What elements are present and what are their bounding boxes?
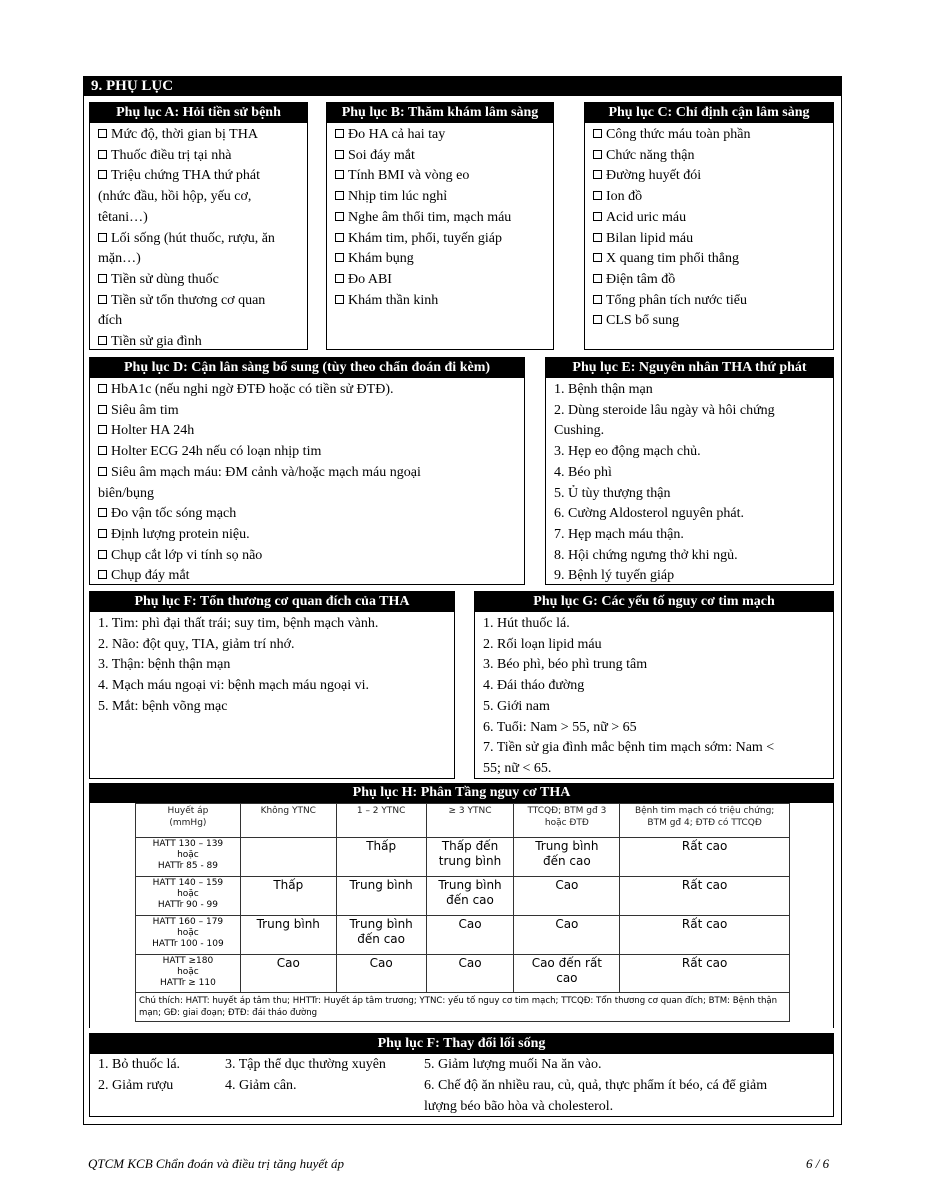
risk-cell	[514, 955, 620, 993]
appendix-b-title: Phụ lục B: Thăm khám lâm sàng	[327, 103, 553, 123]
checkbox-icon	[593, 315, 602, 324]
risk-cell	[240, 877, 336, 916]
checkbox-icon	[98, 150, 107, 159]
appendix-d-list	[98, 380, 520, 587]
risk-cell	[514, 877, 620, 916]
bp-cell	[136, 916, 241, 955]
lifestyle-item: 4. Giảm cân.	[225, 1078, 297, 1093]
list-item: X quang tim phổi thẳng	[593, 249, 829, 270]
list-item: Chức năng thận	[593, 146, 829, 167]
list-item-continued: Cushing.	[554, 423, 605, 439]
list-item: Acid uric máu	[593, 208, 829, 229]
list-item: Tiền sử dùng thuốc	[98, 270, 303, 291]
list-item: Mức độ, thời gian bị THA	[98, 125, 303, 146]
checkbox-icon	[335, 170, 344, 179]
appendix-a-title: Phụ lục A: Hỏi tiền sử bệnh	[90, 103, 307, 123]
list-item: Soi đáy mắt	[335, 146, 549, 167]
list-item: Chụp cắt lớp vi tính sọ não	[98, 546, 520, 567]
section-title: 9. PHỤ LỤC	[83, 76, 842, 96]
appendix-g-list	[483, 614, 829, 780]
lifestyle-item: 5. Giảm lượng muối Na ăn vào.	[424, 1057, 602, 1072]
checkbox-icon	[593, 150, 602, 159]
risk-cell	[426, 916, 514, 955]
list-item: 8. Hội chứng ngưng thở khi ngủ.	[554, 547, 738, 563]
cell-text: Cao	[369, 956, 393, 970]
checkbox-icon	[593, 274, 602, 283]
header-cell	[426, 804, 514, 838]
cell-text: HATT ≥180 hoặc HATTr ≥ 110	[159, 956, 216, 988]
cell-text: Thấp	[273, 878, 304, 892]
list-item: Điện tâm đồ	[593, 270, 829, 291]
list-item: 4. Đái tháo đường	[483, 678, 585, 694]
cell-text: Rất cao	[681, 839, 728, 853]
lifestyle-item: 3. Tập thể dục thường xuyên	[225, 1057, 386, 1072]
checkbox-icon	[98, 425, 107, 434]
risk-cell	[336, 916, 426, 955]
list-item: Công thức máu toàn phần	[593, 125, 829, 146]
checkbox-icon	[98, 170, 107, 179]
cell-text: Trung bình	[256, 917, 320, 931]
checkbox-icon	[593, 253, 602, 262]
list-item: Siêu âm tim	[98, 401, 520, 422]
table-note-row	[136, 993, 790, 1022]
lifestyle-item: 6. Chế độ ăn nhiều rau, củ, quả, thực phẩm ít béo, cá để giảm	[424, 1078, 768, 1093]
header-cell	[620, 804, 790, 838]
checkbox-icon	[335, 129, 344, 138]
list-item: 5. Mắt: bệnh võng mạc	[98, 698, 228, 714]
table-row	[136, 838, 790, 877]
checkbox-icon	[98, 508, 107, 517]
list-item: Lối sống (hút thuốc, rượu, ăn	[98, 229, 303, 250]
list-item: 3. Béo phì, béo phì trung tâm	[483, 657, 648, 673]
cell-text: Thấp	[366, 839, 397, 853]
checkbox-icon	[335, 295, 344, 304]
lifestyle-item: lượng béo bão hòa và cholesterol.	[424, 1099, 614, 1114]
bp-cell	[136, 955, 241, 993]
list-item-continued: biên/bụng	[98, 485, 154, 501]
list-item: Tính BMI và vòng eo	[335, 166, 549, 187]
cell-text: HATT 160 – 179 hoặc HATTr 100 - 109	[152, 917, 224, 949]
table-note: Chú thích: HATT: huyết áp tâm thu; HHTTr: Huyết áp tâm trương; YTNC: yếu tố nguy cơ tim mạch; TTCQĐ: Tổn thương cơ quan đích; BTM: Bệnh thận mạn; GĐ: giai đoạn; ĐTĐ: đái tháo đường	[136, 993, 790, 1022]
header-text: Không YTNC	[260, 806, 316, 816]
checkbox-icon	[335, 253, 344, 262]
list-item-continued: 55; nữ < 65.	[483, 760, 552, 776]
list-item-continued: têtani…)	[98, 209, 148, 225]
cell-text: Cao	[276, 956, 300, 970]
cell-text: Cao	[555, 878, 579, 892]
checkbox-icon	[98, 529, 107, 538]
checkbox-icon	[593, 233, 602, 242]
list-item: 1. Bệnh thận mạn	[554, 382, 653, 397]
list-item: 2. Rối loạn lipid máu	[483, 636, 602, 652]
risk-cell	[514, 916, 620, 955]
lifestyle-item: 1. Bỏ thuốc lá.	[98, 1057, 181, 1072]
checkbox-icon	[98, 129, 107, 138]
risk-cell	[426, 838, 514, 877]
cell-text: Trung bình đến cao	[535, 839, 599, 868]
list-item-continued: mặn…)	[98, 251, 141, 267]
list-item: 7. Hẹp mạch máu thận.	[554, 526, 684, 542]
appendix-b-list	[335, 125, 549, 311]
checkbox-icon	[335, 274, 344, 283]
cell-text: HATT 130 – 139 hoặc HATTr 85 - 89	[152, 839, 224, 871]
list-item: Holter ECG 24h nếu có loạn nhịp tim	[98, 442, 520, 463]
checkbox-icon	[98, 233, 107, 242]
list-item: Khám thần kinh	[335, 291, 549, 312]
appendix-d-box	[89, 357, 525, 585]
checkbox-icon	[98, 467, 107, 476]
appendix-g-title: Phụ lục G: Các yếu tố nguy cơ tim mạch	[475, 592, 833, 612]
checkbox-icon	[593, 295, 602, 304]
checkbox-icon	[98, 570, 107, 579]
list-item: Ion đồ	[593, 187, 829, 208]
cell-text: HATT 140 – 159 hoặc HATTr 90 - 99	[152, 878, 224, 910]
appendix-f-title: Phụ lục F: Tổn thương cơ quan đích của THA	[90, 592, 454, 612]
checkbox-icon	[98, 550, 107, 559]
lifestyle-item: 2. Giảm rượu	[98, 1078, 174, 1093]
appendix-e-box	[545, 357, 834, 585]
header-text: 1 – 2 YTNC	[356, 806, 406, 816]
risk-cell	[336, 955, 426, 993]
risk-stratification-table	[135, 803, 790, 1022]
risk-cell	[620, 955, 790, 993]
divider	[89, 783, 90, 1028]
checkbox-icon	[593, 212, 602, 221]
risk-cell	[240, 955, 336, 993]
table-row	[136, 916, 790, 955]
risk-cell	[336, 838, 426, 877]
page-number: 6 / 6	[806, 1156, 830, 1171]
appendix-d-title: Phụ lục D: Cận lân sàng bổ sung (tùy theo chẩn đoán đi kèm)	[90, 358, 524, 378]
list-item: 2. Dùng steroide lâu ngày và hôi chứng	[554, 402, 775, 418]
cell-text: Trung bình đến cao	[349, 917, 413, 946]
risk-cell	[514, 838, 620, 877]
list-item: Chụp đáy mắt	[98, 566, 520, 587]
cell-text: Rất cao	[681, 917, 728, 931]
cell-text: Thấp đến trung bình	[438, 839, 502, 868]
header-text: Huyết áp (mmHg)	[167, 806, 209, 828]
cell-text: Cao	[458, 956, 482, 970]
cell-text: Cao	[555, 917, 579, 931]
bp-cell	[136, 877, 241, 916]
header-cell	[240, 804, 336, 838]
risk-cell	[240, 838, 336, 877]
list-item: 5. Ủ tùy thượng thận	[554, 485, 671, 501]
checkbox-icon	[98, 446, 107, 455]
checkbox-icon	[98, 384, 107, 393]
risk-cell	[336, 877, 426, 916]
list-item: 5. Giới nam	[483, 698, 550, 714]
list-item: Định lượng protein niệu.	[98, 525, 520, 546]
header-text: TTCQĐ; BTM gđ 3 hoặc ĐTĐ	[527, 806, 607, 828]
appendix-f-list	[98, 614, 450, 718]
cell-text: Trung bình đến cao	[438, 878, 502, 907]
list-item: Bilan lipid máu	[593, 229, 829, 250]
checkbox-icon	[335, 150, 344, 159]
checkbox-icon	[98, 405, 107, 414]
risk-cell	[620, 838, 790, 877]
cell-text: Cao	[458, 917, 482, 931]
appendix-c-title: Phụ lục C: Chỉ định cận lâm sàng	[585, 103, 833, 123]
appendix-a-box	[89, 102, 308, 350]
cell-text: Rất cao	[681, 956, 728, 970]
footer-title: QTCM KCB Chẩn đoán và điều trị tăng huyết áp	[88, 1156, 345, 1171]
list-item: CLS bổ sung	[593, 311, 829, 332]
list-item: Đo ABI	[335, 270, 549, 291]
list-item: 6. Tuổi: Nam > 55, nữ > 65	[483, 719, 637, 735]
table-row	[136, 955, 790, 993]
risk-cell	[620, 916, 790, 955]
header-cell	[336, 804, 426, 838]
divider	[833, 783, 834, 1028]
risk-cell	[240, 916, 336, 955]
list-item-continued: đích	[98, 313, 123, 329]
cell-text: Cao đến rất cao	[531, 956, 603, 985]
list-item: Thuốc điều trị tại nhà	[98, 146, 303, 167]
risk-cell	[426, 955, 514, 993]
appendix-c-box	[584, 102, 834, 350]
checkbox-icon	[335, 191, 344, 200]
list-item: Khám bụng	[335, 249, 549, 270]
appendix-f2-box	[89, 1033, 834, 1117]
list-item: Tiền sử gia đình	[98, 332, 303, 353]
table-row	[136, 877, 790, 916]
header-cell	[136, 804, 241, 838]
list-item: 7. Tiền sử gia đình mắc bệnh tim mạch sớm: Nam <	[483, 740, 775, 756]
list-item: 3. Thận: bệnh thận mạn	[98, 657, 231, 673]
list-item: HbA1c (nếu nghi ngờ ĐTĐ hoặc có tiền sử ĐTĐ).	[98, 380, 520, 401]
checkbox-icon	[593, 191, 602, 200]
list-item: 1. Hút thuốc lá.	[483, 616, 570, 631]
checkbox-icon	[98, 274, 107, 283]
list-item: 4. Mạch máu ngoại vi: bệnh mạch máu ngoại vi.	[98, 678, 369, 694]
list-item: Holter HA 24h	[98, 421, 520, 442]
checkbox-icon	[98, 336, 107, 345]
list-item: Tổng phân tích nước tiểu	[593, 291, 829, 312]
list-item: 1. Tim: phì đại thất trái; suy tim, bệnh mạch vành.	[98, 616, 379, 631]
appendix-f-box	[89, 591, 455, 779]
list-item: Đường huyết đói	[593, 166, 829, 187]
checkbox-icon	[98, 295, 107, 304]
checkbox-icon	[593, 129, 602, 138]
appendix-b-box	[326, 102, 554, 350]
list-item: Nghe âm thổi tim, mạch máu	[335, 208, 549, 229]
bp-cell	[136, 838, 241, 877]
list-item: 9. Bệnh lý tuyến giáp	[554, 568, 675, 584]
list-item: Đo HA cả hai tay	[335, 125, 549, 146]
appendix-e-list	[554, 380, 829, 587]
header-text: Bệnh tim mạch có triệu chứng; BTM gđ 4; ĐTĐ có TTCQĐ	[634, 806, 775, 828]
list-item: Đo vận tốc sóng mạch	[98, 504, 520, 525]
list-item: Triệu chứng THA thứ phát	[98, 166, 303, 187]
checkbox-icon	[593, 170, 602, 179]
appendix-g-box	[474, 591, 834, 779]
appendix-c-list	[593, 125, 829, 332]
appendix-a-list	[98, 125, 303, 353]
risk-cell	[620, 877, 790, 916]
appendix-e-title: Phụ lục E: Nguyên nhân THA thứ phát	[546, 358, 833, 378]
list-item: Khám tim, phổi, tuyến giáp	[335, 229, 549, 250]
table-header-row	[136, 804, 790, 838]
checkbox-icon	[335, 233, 344, 242]
checkbox-icon	[335, 212, 344, 221]
cell-text: Rất cao	[681, 878, 728, 892]
list-item: Nhịp tim lúc nghỉ	[335, 187, 549, 208]
list-item: 4. Béo phì	[554, 464, 612, 480]
header-cell	[514, 804, 620, 838]
list-item: 2. Não: đột quỵ, TIA, giảm trí nhớ.	[98, 636, 295, 652]
list-item: 3. Hẹp eo động mạch chủ.	[554, 444, 701, 460]
cell-text: Trung bình	[349, 878, 413, 892]
list-item: Tiền sử tổn thương cơ quan	[98, 291, 303, 312]
list-item: Siêu âm mạch máu: ĐM cảnh và/hoặc mạch máu ngoại	[98, 463, 520, 484]
list-item: 6. Cường Aldosterol nguyên phát.	[554, 506, 744, 522]
header-text: ≥ 3 YTNC	[448, 806, 492, 816]
appendix-h-title: Phụ lục H: Phân Tầng nguy cơ THA	[89, 783, 834, 803]
appendix-f2-title: Phụ lục F: Thay đổi lối sống	[90, 1034, 833, 1054]
list-item-continued: (nhức đầu, hồi hộp, yếu cơ,	[98, 189, 252, 205]
risk-cell	[426, 877, 514, 916]
